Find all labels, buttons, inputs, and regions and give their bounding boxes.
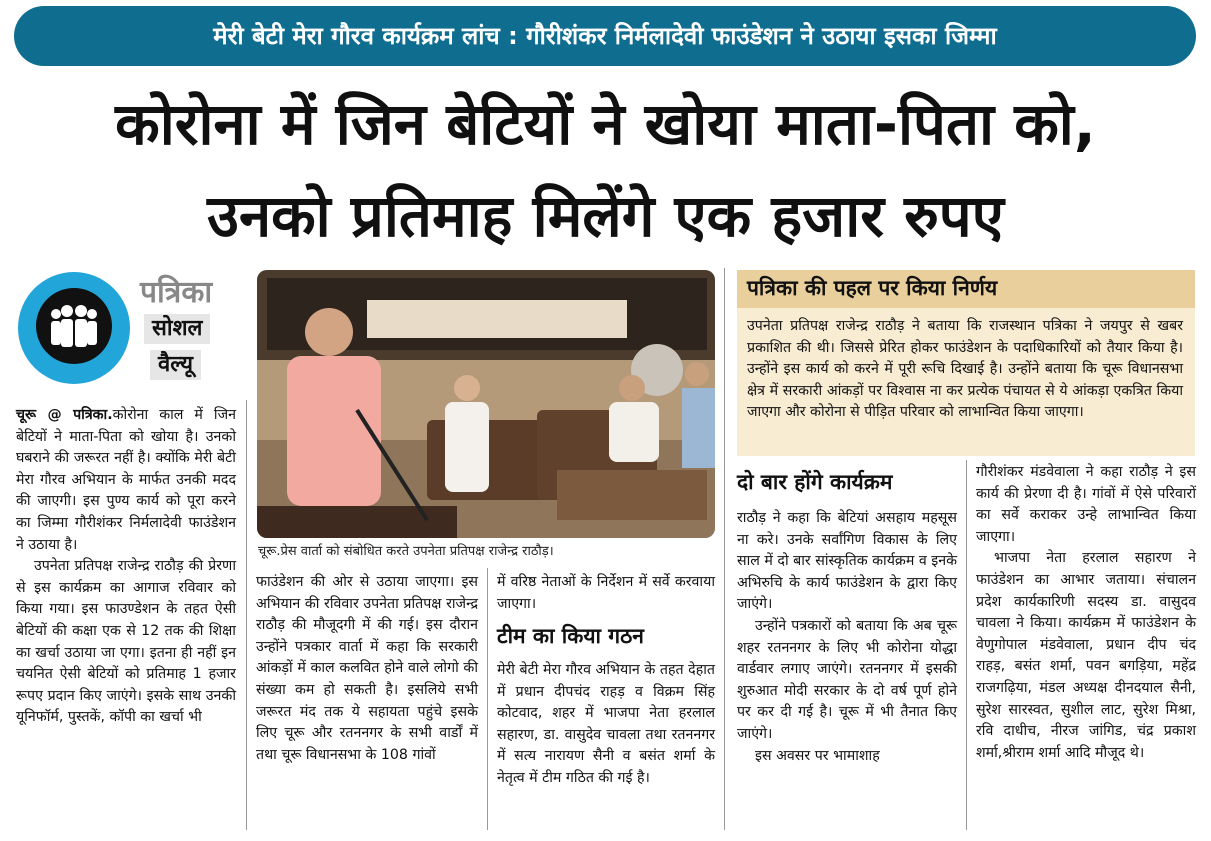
logo-brand: पत्रिका <box>140 275 213 310</box>
subheading-twice: दो बार होंगे कार्यक्रम <box>737 470 893 494</box>
column-divider <box>487 568 488 830</box>
paragraph: मेरी बेटी मेरा गौरव अभियान के तहत देहात में प्रधान दीपचंद राहड़ व विक्रम सिंह कोटवाद, शहर में भाजपा नेता हरलाल सहारण, डा. वासुदेव चावला तथा रतननगर में सत्य नारायण सैनी व बसंत शर्मा के नेतृत्व में टीम गठित की गई है। <box>497 662 715 786</box>
highlight-box-title: पत्रिका की पहल पर किया निर्णय <box>747 276 998 300</box>
headline-line-2: उनको प्रतिमाह मिलेंगे एक हजार रुपए <box>207 182 1004 250</box>
paragraph: फाउंडेशन की ओर से उठाया जाएगा। इस अभियान की रविवार उपनेता प्रतिपक्ष राजेन्द्र राठौड़ की मौजूदगी में की गई। इस दौरान उन्होंने पत्रकार वार्ता में कहा कि सरकारी आंकड़ों में काल कलवित होने वाले लोगो की संख्या कम हो सकती है। इसलिये सभी जरूरत मंद तक ये सहायता पहुंचे इसके लिए चूरू और रतननगर के सभी वार्डों में तथा चूरू विधानसभा के 108 गांवों <box>256 574 478 763</box>
article-column-2 <box>256 572 478 766</box>
article-column-1 <box>16 405 236 729</box>
logo-line-2: सोशल <box>144 314 210 344</box>
logo-line-3: वैल्यू <box>150 350 201 380</box>
highlight-box-title-bar <box>737 270 1195 308</box>
column-divider <box>246 400 247 830</box>
photo-caption: चूरू.प्रेस वार्ता को संबोधित करते उपनेता प्रतिपक्ष राजेन्द्र राठौड़। <box>258 544 554 559</box>
headline-line-1: कोरोना में जिन बेटियों ने खोया माता-पिता को, <box>115 90 1096 158</box>
column-divider <box>966 460 967 830</box>
paragraph: राठौड़ ने कहा कि बेटियां असहाय महसूस ना करे। उनके सर्वांगिण विकास के लिए साल में दो बार सांस्कृतिक कार्यक्रम व इनके अभिरुचि के कार्य फाउंडेशन के द्वारा किए जाएंगे। <box>737 510 957 613</box>
highlight-box-body <box>747 316 1183 424</box>
paragraph: भाजपा नेता हरलाल सहारण ने फाउंडेशन का आभार जताया। संचालन प्रदेश कार्यकारिणी सदस्य डा. वासुदव चावला ने किया। कार्यक्रम में फाउंडेशन के वेणुगोपाल मंडवेवाला, प्रधान दीप चंद राहड़, बसंत शर्मा, पवन बगड़िया, महेंद्र राजगढ़िया, मंडल अध्यक्ष दीनदयाल सैनी, सुरेश सारस्वत, सुशील लाट, सुरेश मिश्रा, रवि दाधीच, नीरज जांगिड, चंद्र प्रकाश शर्मा,श्रीराम शर्मा आदि मौजूद थे। <box>976 550 1196 761</box>
column-divider <box>724 268 725 830</box>
logo-inner <box>36 288 112 364</box>
paragraph: गौरीशंकर मंडवेवाला ने कहा राठौड़ ने इस कार्य की प्रेरणा दी है। गांवों में ऐसे परिवारों का सर्वे कराकर उन्हे लाभान्वित किया जाएगा। <box>976 464 1196 545</box>
top-banner <box>14 6 1196 66</box>
people-group-icon <box>46 302 102 350</box>
headline <box>0 78 1211 262</box>
paragraph: उपनेता प्रतिपक्ष राजेन्द्र राठौड़ ने बताया कि राजस्थान पत्रिका ने जयपुर से खबर प्रकाशित की थी। जिससे प्रेरित होकर फाउंडेशन के पदाधिकारियों को तैयार किया है। उन्होंने इस कार्य को करने में पूरी रूचि दिखाई है। उन्होंने बताया कि चूरू विधानसभा क्षेत्र में सरकारी आंकड़ों पर विश्वास ना कर प्रत्येक पंचायत से ये आंकड़ा एकत्रित किया जाएगा और कोरोना से पीड़ित परिवार को लाभान्वित किया जाएगा। <box>747 318 1183 421</box>
highlight-box <box>737 270 1195 456</box>
dateline: चूरू @ पत्रिका. <box>16 407 113 423</box>
paragraph: उन्होंने पत्रकारों को बताया कि अब चूरू शहर रतननगर के लिए भी कोरोना योद्धा वार्डवार लगाए जाएंगे। रतननगर में इसकी शुरुआत मोदी सरकार के दो वर्ष पूर्ण होने पर कर दी गई है। चूरू में भी तैनात किए जाएंगे। <box>737 617 957 742</box>
subheading-team: टीम का किया गठन <box>497 624 644 648</box>
paragraph: उपनेता प्रतिपक्ष राजेन्द्र राठौड़ की प्रेरणा से इस कार्यक्रम का आगाज रविवार को किया गया। इस फाउण्डेशन के तहत ऐसी बेटियों की कक्षा एक से 12 तक की शिक्षा का खर्चा उठाया जा एगा। इतना ही नहीं इन चयनित ऐसी बेटियों को प्रतिमाह 1 हजार रूपए प्रदान किए जाएंगे। इसके साथ उनकी यूनिफॉर्म, पुस्तकें, कॉपी का खर्चा भी <box>16 558 236 726</box>
logo-circle <box>18 272 130 384</box>
article-column-3-cont <box>497 660 715 790</box>
paragraph: में वरिष्ठ नेताओं के निर्देशन में सर्वे करवाया जाएगा। <box>497 574 715 612</box>
paragraph <box>16 405 236 556</box>
article-column-3 <box>497 572 715 615</box>
paragraph: इस अवसर पर भामाशाह <box>755 747 880 764</box>
banner-text: मेरी बेटी मेरा गौरव कार्यक्रम लांच : गौरीशंकर निर्मलादेवी फाउंडेशन ने उठाया इसका जिम्मा <box>213 22 997 50</box>
photo-illustration <box>257 270 715 538</box>
press-conference-photo <box>257 270 715 538</box>
social-value-logo <box>14 270 246 390</box>
paragraph-text: कोरोना काल में जिन बेटियों ने माता-पिता को खोया है। उनको घबराने की जरूरत नहीं है। क्योंकि मेरी बेटी मेरा गौरव अभियान के मार्फत उनकी मदद की जाएगी। इस पुण्य कार्य को पूरा करने का जिम्मा गौरीशंकर निर्मलादेवी फाउंडेशन ने उठाया है। <box>16 407 236 553</box>
article-column-5 <box>976 462 1196 764</box>
article-column-4 <box>737 508 957 767</box>
